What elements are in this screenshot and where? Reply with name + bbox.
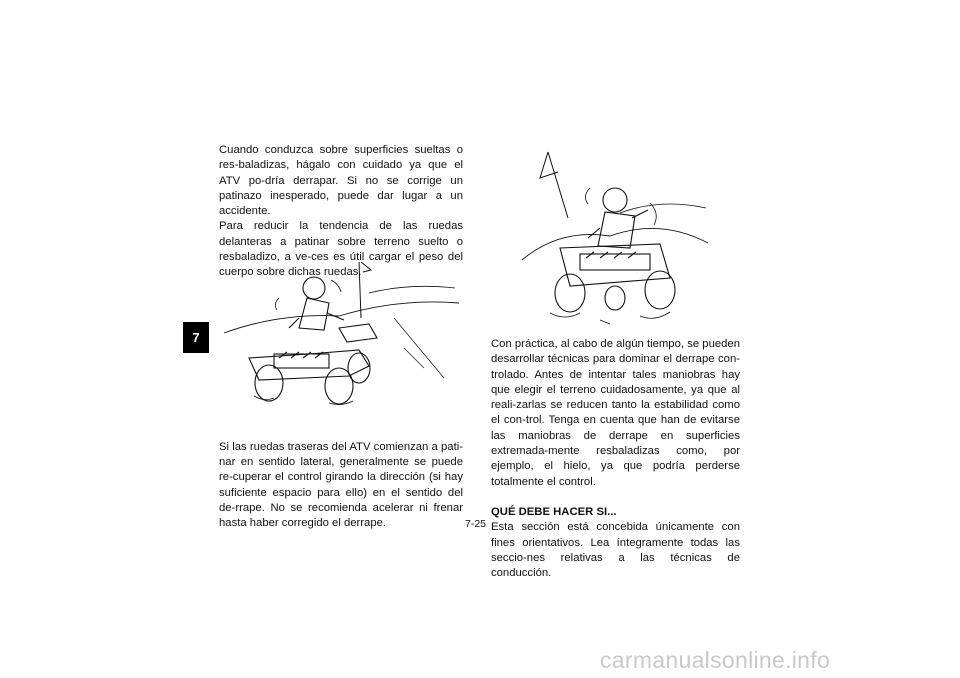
left-paragraph-2: Para reducir la tendencia de las ruedas delanteras a patinar sobre terreno suelto o resbaladizo, a ve-ces es útil cargar el peso del cuerpo sobre dichas ruedas.	[219, 220, 463, 279]
right-column	[491, 337, 740, 581]
right-paragraph-1: Con práctica, al cabo de algún tiempo, se pueden desarrollar técnicas para dominar el derrape con-trolado. Antes de intentar tales maniobras hay que elegir el terreno cuidadosamente, ya que al reali-zarlas se reducen tanto la estabilidad como el con-trol. Tenga en cuenta que han de evitarse las maniobras de derrape en superficies extremada-mente resbaladizas como, por ejemplo, el hielo, ya que podría perderse totalmente el control.	[491, 338, 740, 488]
chapter-tab	[183, 322, 209, 353]
left-paragraph-3: Si las ruedas traseras del ATV comienzan a pati-nar en sentido lateral, generalmente se puede re-cuperar el control girando la dirección (si hay suficiente espacio para ello) en el sentido del de-rrape. No se recomienda acelerar ni frenar hasta haber corregido el derrape.	[219, 440, 463, 530]
page-number: 7-25	[465, 518, 487, 530]
chapter-number: 7	[192, 330, 200, 345]
section-heading: QUÉ DEBE HACER SI...	[491, 505, 617, 518]
atv-controlled-skid-illustration	[520, 148, 710, 326]
atv-skid-illustration	[219, 258, 463, 413]
right-paragraph-2: Esta sección está concebida únicamente con fines orientativos. Lea íntegramente todas las seccio-nes relativas a las técnicas de conducción.	[491, 521, 740, 580]
left-paragraph-1: Cuando conduzca sobre superficies sueltas o res-baladizas, hágalo con cuidado ya que el ATV po-dría derrapar. Si no se corrige un patinazo inesperado, puede dar lugar a un accidente.	[219, 144, 463, 218]
watermark: carmanualsonline.info	[600, 647, 831, 673]
